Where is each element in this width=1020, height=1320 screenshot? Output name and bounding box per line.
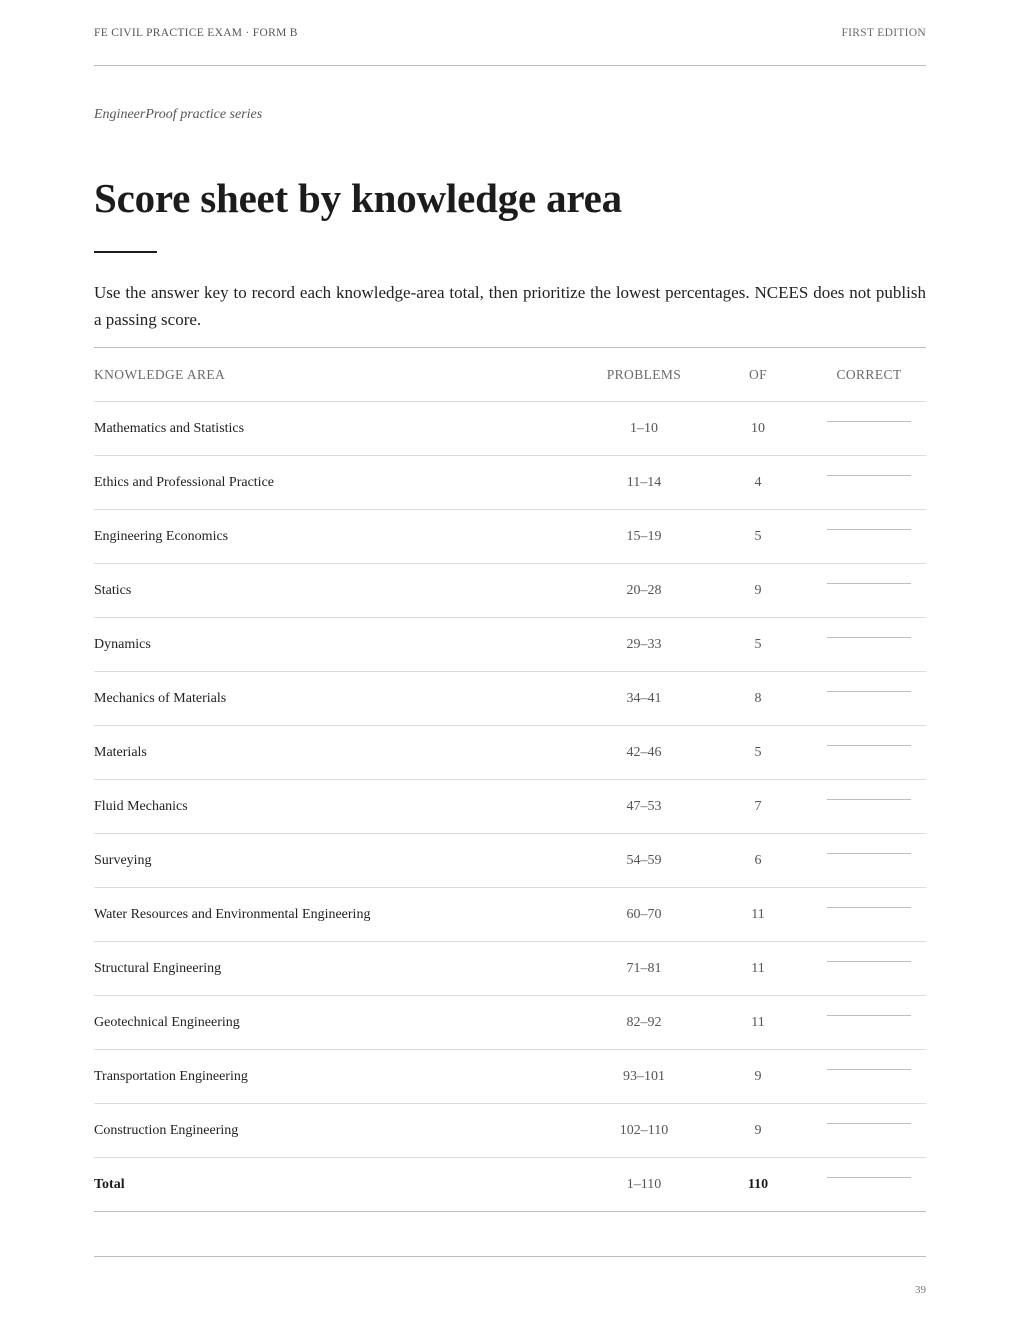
write-in-line: [827, 475, 911, 476]
problem-range: 1–10: [630, 421, 658, 436]
area-name: Construction Engineering: [94, 1123, 239, 1138]
area-name: Transportation Engineering: [94, 1069, 248, 1084]
table-row: [94, 402, 926, 456]
problem-range: 71–81: [626, 961, 662, 976]
write-in-line: [827, 745, 911, 746]
problem-range: 102–110: [619, 1123, 669, 1138]
area-name: Structural Engineering: [94, 961, 222, 976]
table-row: [94, 834, 926, 888]
problem-range: 93–101: [623, 1069, 665, 1084]
table-row: [94, 780, 926, 834]
problem-range: 82–92: [626, 1015, 662, 1030]
correct-blank[interactable]: [827, 996, 911, 1049]
problem-count: 6: [754, 853, 762, 868]
correct-blank[interactable]: [827, 834, 911, 887]
area-name: Dynamics: [94, 637, 151, 652]
write-in-line: [827, 1177, 911, 1178]
write-in-line: [827, 961, 911, 962]
correct-blank[interactable]: [827, 510, 911, 563]
table-row: [94, 1104, 926, 1158]
total-problem-range: 1–110: [626, 1177, 662, 1192]
intro-paragraph: Use the answer key to record each knowledge-area total, then prioritize the lowest percentages. NCEES does not publish a passing score.: [94, 283, 926, 329]
write-in-line: [827, 1015, 911, 1016]
total-correct-blank[interactable]: [827, 1158, 911, 1211]
problem-count: 11: [751, 961, 765, 976]
problem-range: 60–70: [626, 907, 662, 922]
problem-range: 29–33: [626, 637, 662, 652]
correct-blank[interactable]: [827, 564, 911, 617]
correct-blank[interactable]: [827, 618, 911, 671]
problem-range: 47–53: [626, 799, 662, 814]
area-name: Surveying: [94, 853, 152, 868]
write-in-line: [827, 853, 911, 854]
table-row: [94, 564, 926, 618]
correct-blank[interactable]: [827, 888, 911, 941]
total-label: Total: [94, 1177, 125, 1192]
table-row: [94, 996, 926, 1050]
problem-count: 5: [754, 529, 762, 544]
column-header-of: OF: [748, 367, 768, 382]
area-name: Engineering Economics: [94, 529, 229, 544]
problem-count: 11: [751, 1015, 765, 1030]
area-name: Water Resources and Environmental Engineering: [94, 907, 371, 922]
table-row: [94, 618, 926, 672]
problem-count: 4: [754, 475, 762, 490]
problem-count: 7: [754, 799, 762, 814]
correct-blank[interactable]: [827, 1050, 911, 1103]
write-in-line: [827, 421, 911, 422]
write-in-line: [827, 1069, 911, 1070]
document-page: [94, 0, 926, 1320]
title-underline: [94, 251, 157, 253]
page-number: 39: [915, 1284, 926, 1296]
table-row: [94, 456, 926, 510]
correct-blank[interactable]: [827, 726, 911, 779]
correct-blank[interactable]: [827, 456, 911, 509]
area-name: Mathematics and Statistics: [94, 421, 245, 436]
total-problem-count: 110: [747, 1177, 769, 1192]
write-in-line: [827, 799, 911, 800]
problem-count: 8: [754, 691, 762, 706]
correct-blank[interactable]: [827, 942, 911, 995]
write-in-line: [827, 907, 911, 908]
running-header: [94, 27, 926, 43]
table-row: [94, 942, 926, 996]
header-divider: [94, 65, 926, 66]
problem-range: 11–14: [626, 475, 662, 490]
problem-count: 5: [754, 745, 762, 760]
area-name: Geotechnical Engineering: [94, 1015, 240, 1030]
problem-count: 9: [754, 1123, 762, 1138]
problem-range: 54–59: [626, 853, 662, 868]
problem-range: 42–46: [626, 745, 662, 760]
table-row: [94, 510, 926, 564]
correct-blank[interactable]: [827, 1104, 911, 1157]
table-row: [94, 672, 926, 726]
footer-divider: [94, 1256, 926, 1257]
write-in-line: [827, 637, 911, 638]
column-header-knowledge-area: KNOWLEDGE AREA: [94, 367, 226, 382]
write-in-line: [827, 1123, 911, 1124]
table-header-row: [94, 348, 926, 402]
page-title: Score sheet by knowledge area: [94, 175, 622, 221]
correct-blank[interactable]: [827, 402, 911, 455]
problem-count: 9: [754, 583, 762, 598]
write-in-line: [827, 583, 911, 584]
problem-count: 9: [754, 1069, 762, 1084]
problem-range: 34–41: [626, 691, 662, 706]
area-name: Ethics and Professional Practice: [94, 475, 275, 490]
area-name: Fluid Mechanics: [94, 799, 188, 814]
score-table: [94, 347, 926, 1212]
table-row: [94, 726, 926, 780]
area-name: Mechanics of Materials: [94, 691, 227, 706]
problem-range: 20–28: [626, 583, 662, 598]
table-total-row: [94, 1158, 926, 1212]
area-name: Statics: [94, 583, 132, 598]
area-name: Materials: [94, 745, 147, 760]
column-header-correct: CORRECT: [836, 367, 902, 382]
correct-blank[interactable]: [827, 780, 911, 833]
write-in-line: [827, 691, 911, 692]
correct-blank[interactable]: [827, 672, 911, 725]
series-label: EngineerProof practice series: [94, 107, 263, 122]
problem-count: 10: [751, 421, 765, 436]
table-row: [94, 888, 926, 942]
running-header-title: FE CIVIL PRACTICE EXAM · FORM B: [94, 27, 298, 39]
column-header-problems: PROBLEMS: [606, 367, 682, 382]
problem-range: 15–19: [626, 529, 662, 544]
problem-count: 5: [754, 637, 762, 652]
table-row: [94, 1050, 926, 1104]
write-in-line: [827, 529, 911, 530]
problem-count: 11: [751, 907, 765, 922]
running-header-edition: FIRST EDITION: [841, 27, 926, 39]
